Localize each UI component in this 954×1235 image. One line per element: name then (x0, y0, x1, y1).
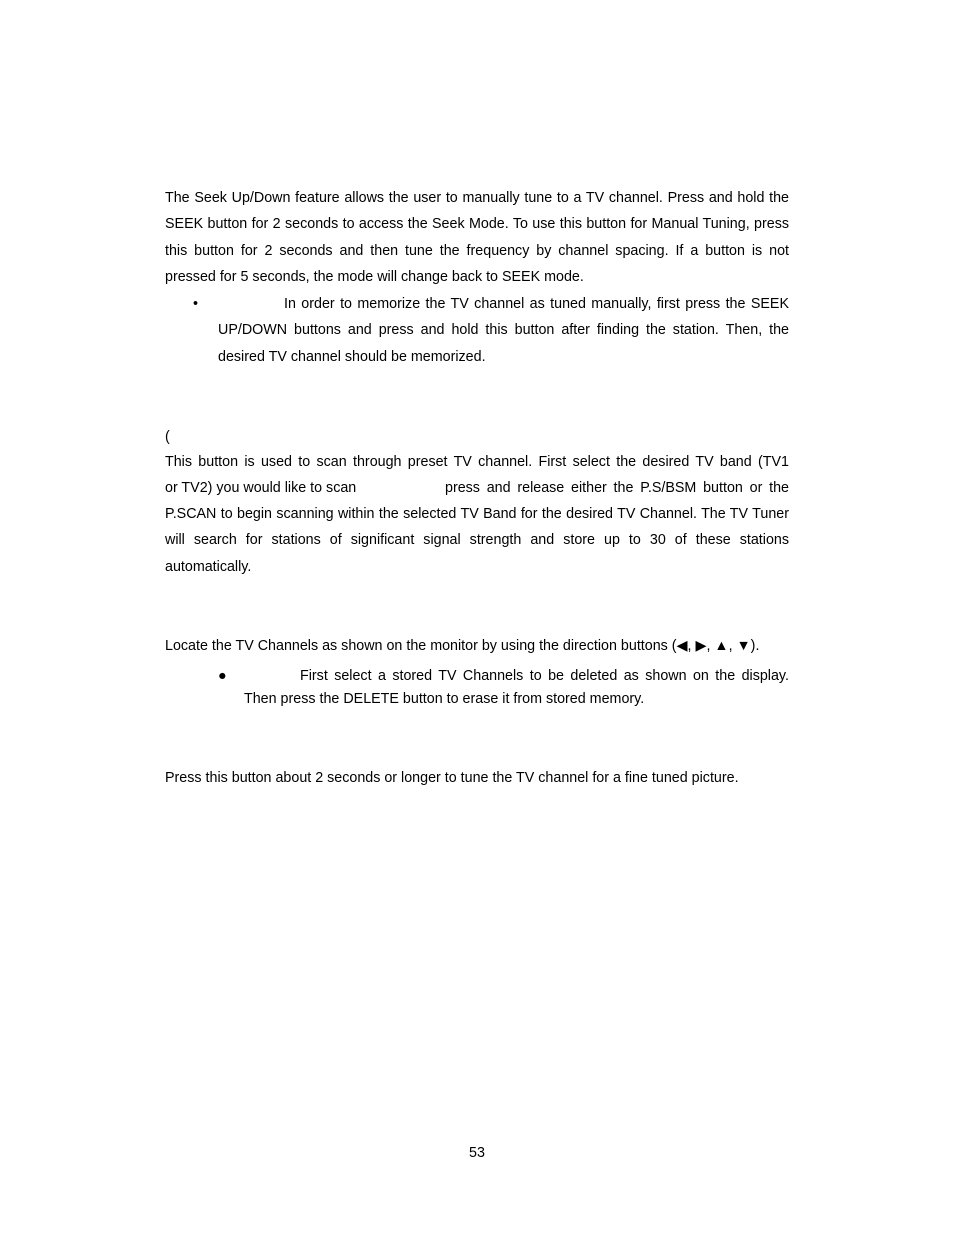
bullet-dot: ● (218, 668, 227, 684)
scan-paragraph: P.SCAN to begin scanning within the selected TV Band for the desired TV Channel. The TV Tuner will search for stations of significant signal strength and store up to 30 of these stations automatically. (165, 506, 789, 575)
scan-line-2-right: press and release either the P.S/BSM button or the (445, 480, 789, 496)
delete-note-line-1: First select a stored TV Channels to be deleted as shown on the display. (300, 668, 789, 684)
scan-line-1: This button is used to scan through preset TV channel. First select the desired TV band (TV1 (165, 454, 789, 470)
scan-line-2-left: or TV2) you would like to scan (165, 480, 357, 496)
delete-note-line-2: Then press the DELETE button to erase it from stored memory. (244, 691, 645, 707)
open-paren: ( (165, 429, 170, 445)
fine-tune-paragraph: Press this button about 2 seconds or longer to tune the TV channel for a fine tuned picture. (165, 770, 739, 786)
seek-paragraph: The Seek Up/Down feature allows the user to manually tune to a TV channel. Press and hold the SEEK button for 2 seconds to access the Seek Mode. To use this button for Manual Tuning, press this button for 2 seconds and then tune the frequency by channel spacing. If a button is not pressed for 5 seconds, the mode will change back to SEEK mode. (165, 190, 789, 285)
page-number: 53 (469, 1145, 485, 1161)
locate-paragraph: Locate the TV Channels as shown on the monitor by using the direction buttons (◀, ▶, ▲, ▼). (165, 638, 760, 654)
seek-note: In order to memorize the TV channel as tuned manually, first press the SEEK UP/DOWN buttons and press and hold this button after finding the station. Then, the desired TV channel should be memorized. (218, 296, 789, 365)
bullet-dot: • (193, 296, 199, 312)
